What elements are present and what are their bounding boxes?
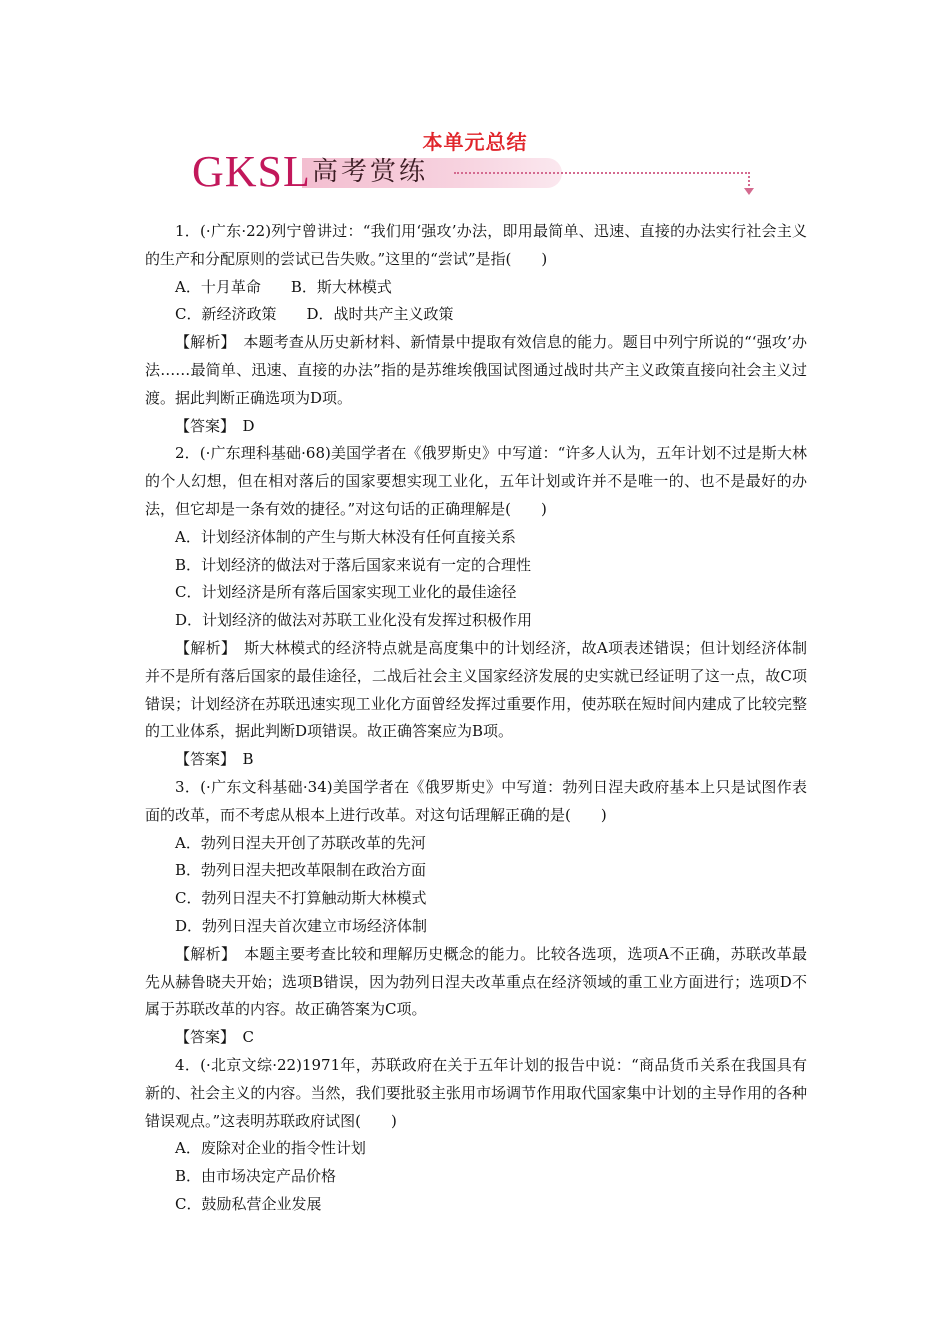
arrow-down-icon (744, 188, 754, 195)
question-stem: 4．(·北京文综·22)1971年，苏联政府在关于五年计划的报告中说：“商品货币关系在我国具有新的、社会主义的内容。当然，我们要批驳主张用市场调节作用取代国家集中计划的主导作用的各种错误观点。”这表明苏联政府试图( ) (145, 1055, 807, 1130)
option-line: B．由市场决定产品价格 (175, 1167, 337, 1186)
option-line: A．十月革命 B．斯大林模式 (175, 277, 392, 296)
question-stem: 1．(·广东·22)列宁曾讲过：“我们用‘强攻’办法，即用最简单、迅速、直接的办法实行社会主义的生产和分配原则的尝试已告失败。”这里的“尝试”是指( ) (145, 222, 807, 268)
question-stem: 2．(·广东理科基础·68)美国学者在《俄罗斯史》中写道：“许多人认为，五年计划不过是斯大林的个人幻想，但在相对落后的国家要想实现工业化，五年计划或许并不是唯一的、也不是最好的办法，但它却是一条有效的捷径。”对这句话的正确理解是( ) (145, 444, 807, 518)
answer-text: 【答案】 D (175, 416, 255, 435)
option-line: C．鼓励私营企业发展 (175, 1194, 322, 1213)
option-line: A．勃列日涅夫开创了苏联改革的先河 (175, 833, 426, 852)
analysis-text: 【解析】 本题考查从历史新材料、新情景中提取有效信息的能力。题目中列宁所说的“‘强攻’办法……最简单、迅速、直接的办法”指的是苏维埃俄国试图通过战时共产主义政策直接向社会主义过渡。据此判断正确选项为D项。 (145, 333, 807, 407)
answer-text: 【答案】 C (175, 1028, 254, 1047)
option-line: A．计划经济体制的产生与斯大林没有任何直接关系 (175, 527, 516, 546)
banner-chinese-text: 高考赏练 (312, 157, 429, 187)
answer-text: 【答案】 B (175, 750, 254, 769)
analysis-text: 【解析】 本题主要考查比较和理解历史概念的能力。比较各选项，选项A不正确，苏联改革最先从赫鲁晓夫开始；选项B错误，因为勃列日涅夫改革重点在经济领域的重工业方面进行；选项D不属于苏联改革的内容。故正确答案为C项。 (145, 944, 807, 1019)
option-line: D．计划经济的做法对苏联工业化没有发挥过积极作用 (175, 611, 533, 630)
banner-latin-text: GKSL (192, 147, 311, 196)
question-4 (145, 1052, 807, 1219)
option-line: C．计划经济是所有落后国家实现工业化的最佳途径 (175, 583, 517, 602)
option-line: C．新经济政策 D．战时共产主义政策 (175, 305, 454, 324)
banner-dotted-line (454, 172, 750, 174)
section-banner (192, 147, 762, 198)
option-line: A．废除对企业的指令性计划 (175, 1139, 366, 1158)
question-2 (145, 440, 807, 774)
option-line: C．勃列日涅夫不打算触动斯大林模式 (175, 889, 427, 908)
option-line: B．计划经济的做法对于落后国家来说有一定的合理性 (175, 555, 532, 574)
question-stem: 3．(·广东文科基础·34)美国学者在《俄罗斯史》中写道：勃列日涅夫政府基本上只是试图作表面的改革，而不考虑从根本上进行改革。对这句话理解正确的是( ) (145, 777, 807, 824)
page-title: 本单元总结 (422, 130, 528, 154)
analysis-text: 【解析】 斯大林模式的经济特点就是高度集中的计划经济，故A项表述错误；但计划经济体制并不是所有落后国家的最佳途径，二战后社会主义国家经济发展的史实就已经证明了这一点，故C项错误；计划经济在苏联迅速实现工业化方面曾经发挥过重要作用，使苏联在短时间内建成了比较完整的工业体系，据此判断D项错误。故正确答案应为B项。 (145, 638, 807, 741)
question-3 (145, 774, 807, 1052)
option-line: B．勃列日涅夫把改革限制在政治方面 (175, 861, 427, 880)
question-list (145, 218, 807, 1219)
option-line: D．勃列日涅夫首次建立市场经济体制 (175, 916, 428, 935)
question-1 (145, 218, 807, 440)
